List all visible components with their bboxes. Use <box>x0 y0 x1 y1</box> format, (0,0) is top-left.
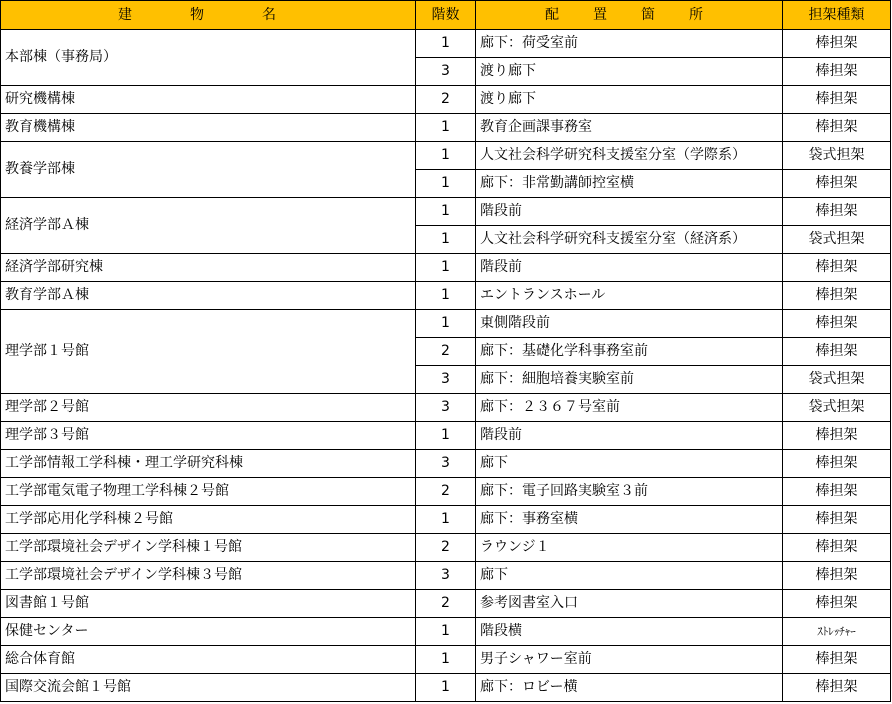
stretcher-type-cell: 棒担架 <box>783 590 891 618</box>
location-cell: 廊下：荷受室前 <box>476 30 783 58</box>
building-name-cell: 教育学部Ａ棟 <box>1 282 416 310</box>
location-cell: 人文社会科学研究科支援室分室（学際系） <box>476 142 783 170</box>
floor-cell: 1 <box>416 254 476 282</box>
floor-cell: 2 <box>416 478 476 506</box>
building-name-cell: 本部棟（事務局） <box>1 30 416 86</box>
stretcher-type-cell: 棒担架 <box>783 478 891 506</box>
stretcher-type-cell: 棒担架 <box>783 58 891 86</box>
location-cell: 廊下 <box>476 450 783 478</box>
table-row <box>1 534 891 562</box>
location-cell: 廊下 <box>476 562 783 590</box>
stretcher-type-cell: 棒担架 <box>783 114 891 142</box>
location-cell: 廊下：非常勤講師控室横 <box>476 170 783 198</box>
building-name-cell: 理学部２号館 <box>1 394 416 422</box>
location-cell: 階段横 <box>476 618 783 646</box>
table-row <box>1 590 891 618</box>
location-cell: 廊下：２３６７号室前 <box>476 394 783 422</box>
header-location: 配 置 箇 所 <box>476 1 783 30</box>
floor-cell: 1 <box>416 310 476 338</box>
table-row <box>1 478 891 506</box>
header-floor: 階数 <box>416 1 476 30</box>
floor-cell: 3 <box>416 58 476 86</box>
building-name-cell: 工学部環境社会デザイン学科棟１号館 <box>1 534 416 562</box>
floor-cell: 2 <box>416 590 476 618</box>
floor-cell: 1 <box>416 674 476 702</box>
table-row <box>1 86 891 114</box>
building-name-cell: 工学部環境社会デザイン学科棟３号館 <box>1 562 416 590</box>
stretcher-type-cell: 棒担架 <box>783 254 891 282</box>
building-name-cell: 理学部３号館 <box>1 422 416 450</box>
location-cell: 男子シャワー室前 <box>476 646 783 674</box>
floor-cell: 1 <box>416 646 476 674</box>
table-row <box>1 282 891 310</box>
building-name-cell: 工学部電気電子物理工学科棟２号館 <box>1 478 416 506</box>
table-row <box>1 422 891 450</box>
building-name-cell: 経済学部研究棟 <box>1 254 416 282</box>
table-row <box>1 30 891 58</box>
stretcher-type-cell: 袋式担架 <box>783 366 891 394</box>
stretcher-type-cell: 棒担架 <box>783 450 891 478</box>
building-name-cell: 教育機構棟 <box>1 114 416 142</box>
table-row <box>1 114 891 142</box>
stretcher-type-cell: 棒担架 <box>783 646 891 674</box>
table-row <box>1 198 891 226</box>
stretcher-type-cell: 棒担架 <box>783 506 891 534</box>
location-cell: 東側階段前 <box>476 310 783 338</box>
header-row <box>1 1 891 30</box>
stretcher-type-cell: 棒担架 <box>783 674 891 702</box>
location-cell: 階段前 <box>476 254 783 282</box>
location-cell: 人文社会科学研究科支援室分室（経済系） <box>476 226 783 254</box>
building-name-cell: 理学部１号館 <box>1 310 416 394</box>
floor-cell: 1 <box>416 170 476 198</box>
floor-cell: 2 <box>416 534 476 562</box>
location-cell: 廊下：事務室横 <box>476 506 783 534</box>
stretcher-type-cell: 棒担架 <box>783 534 891 562</box>
floor-cell: 3 <box>416 562 476 590</box>
stretcher-type-cell: 棒担架 <box>783 338 891 366</box>
floor-cell: 1 <box>416 506 476 534</box>
building-name-cell: 教養学部棟 <box>1 142 416 198</box>
table-row <box>1 450 891 478</box>
location-cell: 渡り廊下 <box>476 86 783 114</box>
floor-cell: 1 <box>416 198 476 226</box>
stretcher-type-cell: 袋式担架 <box>783 142 891 170</box>
table-row <box>1 618 891 646</box>
building-name-cell: 研究機構棟 <box>1 86 416 114</box>
floor-cell: 3 <box>416 450 476 478</box>
stretcher-type-cell: 棒担架 <box>783 170 891 198</box>
stretcher-type-cell: 棒担架 <box>783 86 891 114</box>
stretcher-type-cell: 棒担架 <box>783 282 891 310</box>
location-cell: ラウンジ１ <box>476 534 783 562</box>
floor-cell: 1 <box>416 30 476 58</box>
header-building: 建 物 名 <box>1 1 416 30</box>
floor-cell: 1 <box>416 422 476 450</box>
location-cell: 廊下：基礎化学科事務室前 <box>476 338 783 366</box>
floor-cell: 2 <box>416 86 476 114</box>
building-name-cell: 経済学部Ａ棟 <box>1 198 416 254</box>
floor-cell: 3 <box>416 394 476 422</box>
floor-cell: 1 <box>416 226 476 254</box>
stretcher-type-cell: 棒担架 <box>783 562 891 590</box>
floor-cell: 1 <box>416 282 476 310</box>
header-type: 担架種類 <box>783 1 891 30</box>
location-cell: 教育企画課事務室 <box>476 114 783 142</box>
table-body <box>1 30 891 702</box>
building-name-cell: 工学部情報工学科棟・理工学研究科棟 <box>1 450 416 478</box>
stretcher-type-cell: 棒担架 <box>783 198 891 226</box>
stretcher-type-cell: 棒担架 <box>783 310 891 338</box>
table-row <box>1 674 891 702</box>
building-name-cell: 国際交流会館１号館 <box>1 674 416 702</box>
building-name-cell: 工学部応用化学科棟２号館 <box>1 506 416 534</box>
location-cell: 渡り廊下 <box>476 58 783 86</box>
location-cell: エントランスホール <box>476 282 783 310</box>
location-cell: 廊下：ロビー横 <box>476 674 783 702</box>
location-cell: 廊下：細胞培養実験室前 <box>476 366 783 394</box>
location-cell: 廊下：電子回路実験室３前 <box>476 478 783 506</box>
stretcher-type-cell: 袋式担架 <box>783 394 891 422</box>
building-name-cell: 総合体育館 <box>1 646 416 674</box>
location-cell: 階段前 <box>476 198 783 226</box>
table-row <box>1 310 891 338</box>
stretcher-type-cell: ｽﾄﾚｯﾁｬｰ <box>783 618 891 646</box>
building-name-cell: 図書館１号館 <box>1 590 416 618</box>
table-row <box>1 254 891 282</box>
table-row <box>1 562 891 590</box>
table-row <box>1 394 891 422</box>
table-row <box>1 646 891 674</box>
floor-cell: 1 <box>416 142 476 170</box>
location-cell: 階段前 <box>476 422 783 450</box>
table-row <box>1 142 891 170</box>
floor-cell: 1 <box>416 618 476 646</box>
stretcher-type-cell: 袋式担架 <box>783 226 891 254</box>
building-name-cell: 保健センター <box>1 618 416 646</box>
floor-cell: 3 <box>416 366 476 394</box>
stretcher-type-cell: 棒担架 <box>783 422 891 450</box>
location-cell: 参考図書室入口 <box>476 590 783 618</box>
floor-cell: 2 <box>416 338 476 366</box>
stretcher-type-cell: 棒担架 <box>783 30 891 58</box>
table-row <box>1 506 891 534</box>
floor-cell: 1 <box>416 114 476 142</box>
